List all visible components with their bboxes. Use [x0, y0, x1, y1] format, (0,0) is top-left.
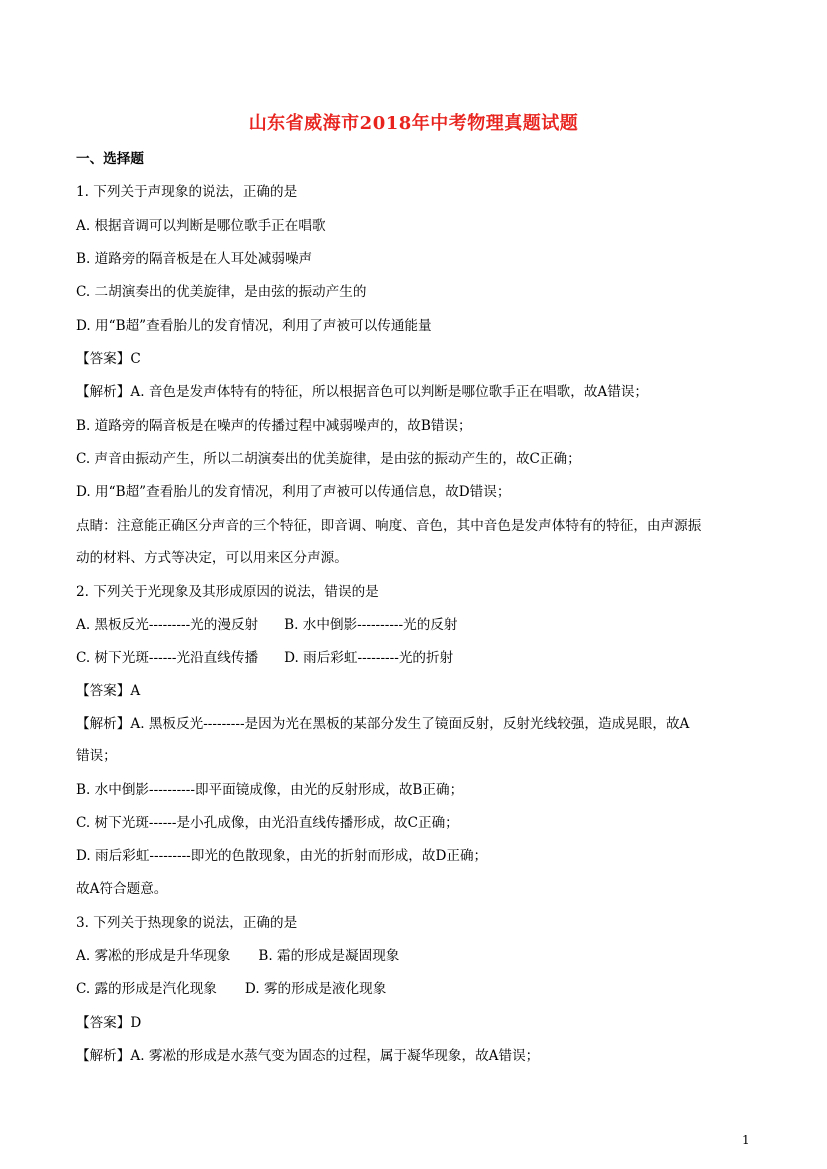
q2-options-cd — [76, 648, 756, 668]
q1-analysis-a-text: A. 音色是发声体特有的特征，所以根据音色可以判断是哪位歌手正在唱歌，故A错误； — [130, 384, 649, 400]
q2-analysis-a-text: A. 黑板反光---------是因为光在黑板的某部分发生了镜面反射，反射光线较强，造成晃眼，故A — [130, 716, 690, 732]
q1-analysis-a — [76, 382, 756, 402]
q3-stem: 3. 下列关于热现象的说法，正确的是 — [76, 915, 298, 931]
q2-analysis-b: B. 水中倒影----------即平面镜成像，由光的反射形成，故B正确； — [76, 782, 464, 798]
q3-options-cd — [76, 979, 756, 999]
q1-answer: C — [130, 351, 141, 367]
q3-analysis-a-text: A. 雾凇的形成是水蒸气变为固态的过程，属于凝华现象，故A错误； — [130, 1048, 540, 1064]
q3-analysis-a — [76, 1046, 756, 1066]
q1-stem: 1. 下列关于声现象的说法，正确的是 — [76, 184, 298, 200]
q1-analysis-b: B. 道路旁的隔音板是在噪声的传播过程中减弱噪声的，故B错误； — [76, 418, 472, 434]
q2-option-a: A. 黑板反光---------光的漫反射 — [76, 617, 259, 633]
q1-comment-line-1: 点睛：注意能正确区分声音的三个特征，即音调、响度、音色，其中音色是发声体特有的特征，由声源振 — [76, 518, 702, 534]
q1-option-d: D. 用“B超”查看胎儿的发育情况，利用了声被可以传通能量 — [76, 318, 432, 334]
q3-option-c: C. 露的形成是汽化现象 — [76, 981, 217, 997]
q2-analysis-c: C. 树下光斑------是小孔成像，由光沿直线传播形成，故C正确； — [76, 815, 459, 831]
answer-tag: 【答案】 — [76, 683, 131, 699]
q2-option-c: C. 树下光斑------光沿直线传播 — [76, 650, 259, 666]
q2-analysis-a — [76, 714, 756, 734]
answer-tag: 【答案】 — [76, 1015, 131, 1031]
q2-analysis-a-cont: 错误； — [76, 748, 117, 764]
q3-option-d: D. 雾的形成是液化现象 — [244, 981, 387, 997]
q2-stem: 2. 下列关于光现象及其形成原因的说法，错误的是 — [76, 584, 379, 600]
q1-answer-line — [76, 349, 756, 369]
q1-option-c: C. 二胡演奏出的优美旋律，是由弦的振动产生的 — [76, 284, 367, 300]
q3-answer-line — [76, 1013, 756, 1033]
page-number: 1 — [742, 1133, 750, 1147]
q1-analysis-c: C. 声音由振动产生，所以二胡演奏出的优美旋律，是由弦的振动产生的，故C正确； — [76, 451, 581, 467]
q1-analysis-d: D. 用“B超”查看胎儿的发育情况，利用了声被可以传通信息，故D错误； — [76, 484, 511, 500]
q2-conclusion: 故A符合题意。 — [76, 881, 168, 897]
analysis-tag: 【解析】 — [76, 384, 131, 400]
analysis-tag: 【解析】 — [76, 1048, 131, 1064]
q1-option-a: A. 根据音调可以判断是哪位歌手正在唱歌 — [76, 218, 326, 234]
q3-answer: D — [130, 1015, 142, 1031]
section-heading: 一、选择题 — [76, 151, 144, 167]
answer-tag: 【答案】 — [76, 351, 131, 367]
q1-option-b: B. 道路旁的隔音板是在人耳处减弱噪声 — [76, 251, 313, 267]
q2-option-d: D. 雨后彩虹---------光的折射 — [284, 650, 454, 666]
q2-options-ab — [76, 615, 756, 635]
q2-option-b: B. 水中倒影----------光的反射 — [284, 617, 458, 633]
q1-comment-line-2: 动的材料、方式等决定，可以用来区分声源。 — [76, 550, 348, 566]
analysis-tag: 【解析】 — [76, 716, 131, 732]
q2-analysis-d: D. 雨后彩虹---------即光的色散现象，由光的折射而形成，故D正确； — [76, 848, 488, 864]
q3-option-b: B. 霜的形成是凝固现象 — [258, 948, 400, 964]
q2-answer: A — [130, 683, 141, 699]
page-title: 山东省威海市2018年中考物理真题试题 — [248, 113, 579, 134]
q3-options-ab — [76, 946, 756, 966]
q3-option-a: A. 雾凇的形成是升华现象 — [76, 948, 231, 964]
q2-answer-line — [76, 681, 756, 701]
